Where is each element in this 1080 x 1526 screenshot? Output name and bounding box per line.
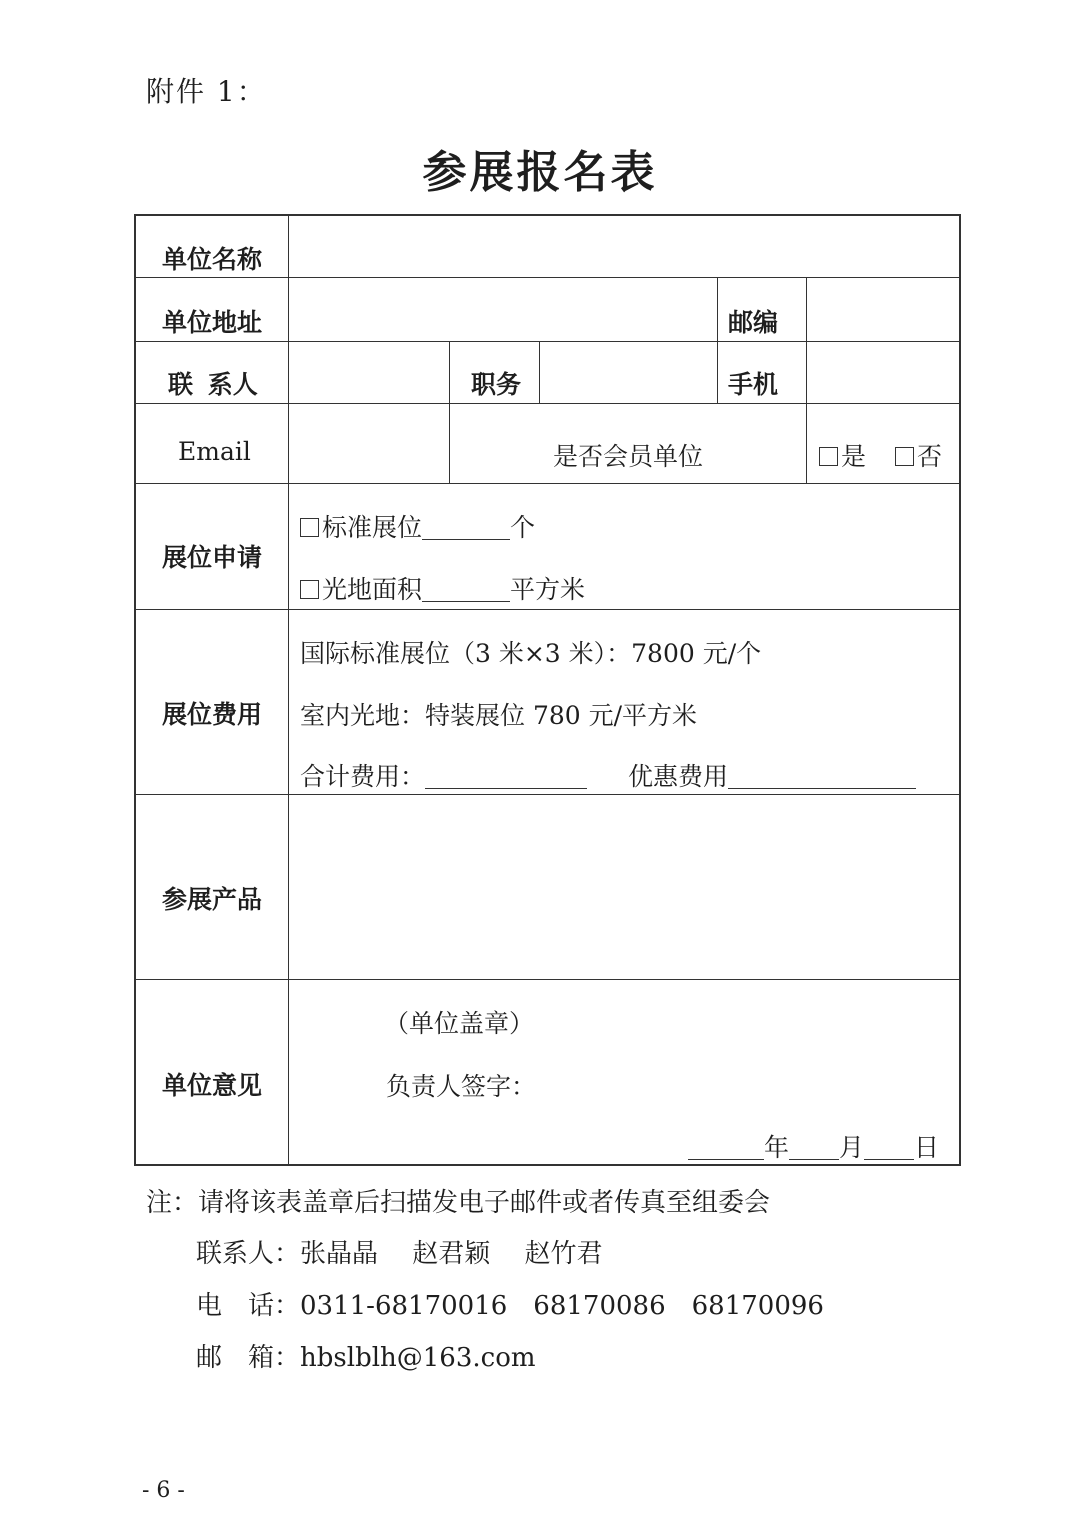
postcode-field[interactable] xyxy=(810,282,956,338)
signature-label: 负责人签字： xyxy=(386,1072,537,1101)
label-mobile: 手机 xyxy=(728,370,779,399)
position-field[interactable] xyxy=(542,345,714,401)
label-unit-name: 单位名称 xyxy=(162,245,263,274)
label-position: 职务 xyxy=(471,370,522,399)
member-no-option[interactable]: 否 xyxy=(895,437,942,473)
day-blank[interactable] xyxy=(864,1137,914,1160)
note-phone: 电 话：0311-68170016 68170086 68170096 xyxy=(196,1291,824,1321)
standard-booth-count-blank[interactable] xyxy=(422,517,510,540)
label-products: 参展产品 xyxy=(162,885,263,914)
unit-address-field[interactable] xyxy=(292,282,714,338)
unit-name-field[interactable] xyxy=(292,220,956,274)
label-booth-apply: 展位申请 xyxy=(162,543,263,572)
col-divider xyxy=(539,341,540,404)
date-row: 年 月 日 xyxy=(688,1128,939,1164)
label-unit-address: 单位地址 xyxy=(162,308,263,337)
note-main: 注：请将该表盖章后扫描发电子邮件或者传真至组委会 xyxy=(146,1188,771,1218)
row-divider xyxy=(134,483,961,484)
note-contacts: 联系人：张晶晶 赵君颖 赵竹君 xyxy=(196,1239,603,1269)
row-divider xyxy=(134,277,961,278)
col-divider xyxy=(288,214,289,1166)
checkbox-icon[interactable] xyxy=(819,447,838,466)
products-field[interactable] xyxy=(292,798,956,976)
page-number: - 6 - xyxy=(142,1478,185,1503)
attachment-label: 附件 1： xyxy=(146,75,267,108)
label-opinion: 单位意见 xyxy=(162,1071,263,1100)
row-divider xyxy=(134,341,961,342)
col-divider xyxy=(449,341,450,484)
label-postcode: 邮编 xyxy=(728,308,779,337)
contact-field[interactable] xyxy=(292,345,446,401)
col-divider xyxy=(717,277,718,404)
row-divider xyxy=(134,979,961,980)
discount-fee-blank[interactable] xyxy=(728,766,916,789)
col-divider xyxy=(806,277,807,484)
label-booth-fee: 展位费用 xyxy=(162,700,263,729)
checkbox-icon[interactable] xyxy=(300,580,319,599)
discount-fee-row: 优惠费用 xyxy=(628,757,916,793)
mobile-field[interactable] xyxy=(810,345,956,401)
fee-standard-text: 国际标准展位（3 米×3 米）：7800 元/个 xyxy=(300,639,762,668)
row-divider xyxy=(134,609,961,610)
page-title: 参展报名表 xyxy=(422,147,658,198)
month-blank[interactable] xyxy=(789,1137,839,1160)
standard-booth-option[interactable]: 标准展位 个 xyxy=(300,508,535,544)
label-member-question: 是否会员单位 xyxy=(553,442,704,471)
label-email: Email xyxy=(178,437,251,466)
note-email: 邮 箱：hbslblh@163.com xyxy=(196,1343,536,1373)
member-yes-option[interactable]: 是 xyxy=(819,437,866,473)
raw-space-area-blank[interactable] xyxy=(422,579,510,602)
total-fee-blank[interactable] xyxy=(425,766,587,789)
raw-space-option[interactable]: 光地面积 平方米 xyxy=(300,570,585,606)
seal-text: （单位盖章） xyxy=(384,1009,535,1038)
row-divider xyxy=(134,794,961,795)
year-blank[interactable] xyxy=(688,1137,764,1160)
checkbox-icon[interactable] xyxy=(300,518,319,537)
email-field[interactable] xyxy=(292,408,446,480)
checkbox-icon[interactable] xyxy=(895,447,914,466)
total-fee-row: 合计费用： xyxy=(300,757,587,793)
row-divider xyxy=(134,403,961,404)
fee-raw-space-text: 室内光地：特装展位 780 元/平方米 xyxy=(300,701,698,730)
label-contact: 联 系人 xyxy=(168,370,258,399)
